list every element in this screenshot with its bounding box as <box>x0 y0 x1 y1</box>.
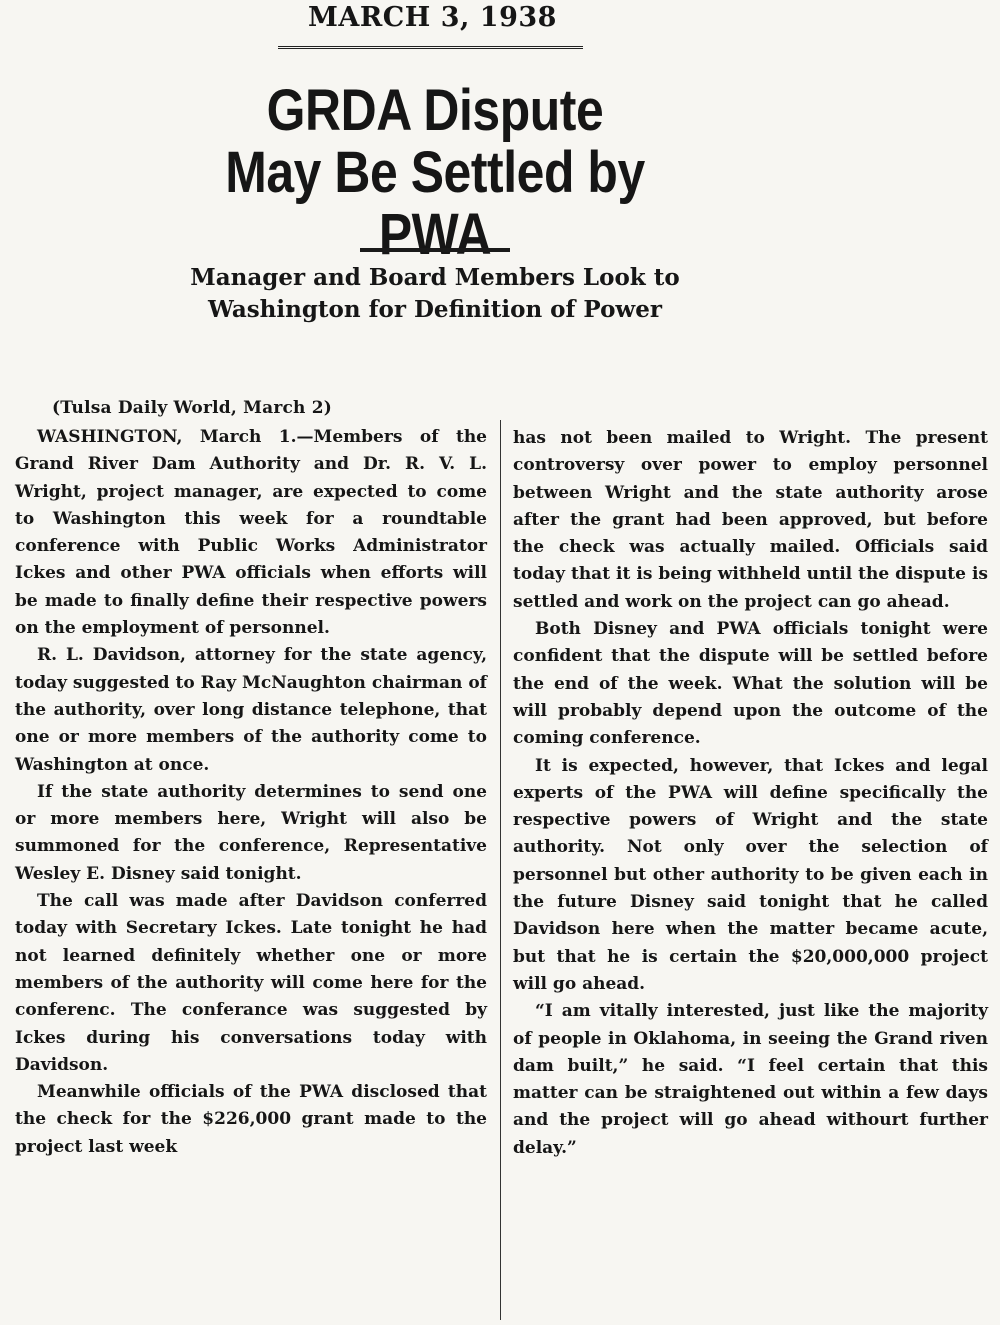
article-column-2 <box>513 425 988 1162</box>
paragraph: If the state authority determines to send one or more members here, Wright will also be summoned for the conference, Representative Wesley E. Disney said tonight. <box>15 781 487 884</box>
paragraph: The call was made after Davidson conferred today with Secretary Ickes. Late tonight he had not learned definitely whether one or more members of the authority will come here for the conferenc. The conferance was suggested by Ickes during his conversations today with Davidson. <box>15 891 487 1075</box>
paragraph: R. L. Davidson, attorney for the state agency, today suggested to Ray McNaughton chairman of the authority, over long distance telephone, that one or more members of the authority come to Washington at once. <box>15 645 487 775</box>
paragraph: It is expected, however, that Ickes and legal experts of the PWA will define specifically the respective powers of Wright and the state authority. Not only over the selection of personnel but other authority to be given each in the future Disney said tonight that he called Davidson here when the matter became acute, but that he is certain the $20,000,000 project will go ahead. <box>513 755 988 994</box>
paragraph: has not been mailed to Wright. The present controversy over power to employ personnel between Wright and the state authority arose after the grant had been approved, but before the check was actually mailed. Officials said today that it is being withheld until the dispute is settled and work on the project can go ahead. <box>513 428 988 612</box>
source-credit: (Tulsa Daily World, March 2) <box>52 398 332 418</box>
headline: GRDA Dispute May Be Settled by PWA <box>225 78 645 267</box>
article-column-1 <box>15 424 487 1161</box>
headline-divider <box>360 248 510 252</box>
paragraph: Meanwhile officials of the PWA disclosed that the check for the $226,000 grant made to the project last week <box>15 1082 487 1157</box>
paragraph: Both Disney and PWA officials tonight were confident that the dispute will be settled before the end of the week. What the solution will be will probably depend upon the outcome of the coming conference. <box>513 619 988 749</box>
subheadline: Manager and Board Members Look to Washington for Definition of Power <box>190 264 680 323</box>
dateline-rule <box>278 46 583 49</box>
dateline: MARCH 3, 1938 <box>308 2 557 33</box>
paragraph: WASHINGTON, March 1.—Members of the Grand River Dam Authority and Dr. R. V. L. Wright, project manager, are expected to come to Washington this week for a roundtable conference with Public Works Administrator Ickes and other PWA officials when efforts will be made to finally define their respective powers on the employment of personnel. <box>15 427 487 639</box>
column-divider <box>500 420 501 1320</box>
paragraph: “I am vitally interested, just like the majority of people in Oklahoma, in seeing the Grand riven dam built,” he said. “I feel certain that this matter can be straightened out within a few days and the project will go ahead withourt further delay.” <box>513 1001 988 1158</box>
